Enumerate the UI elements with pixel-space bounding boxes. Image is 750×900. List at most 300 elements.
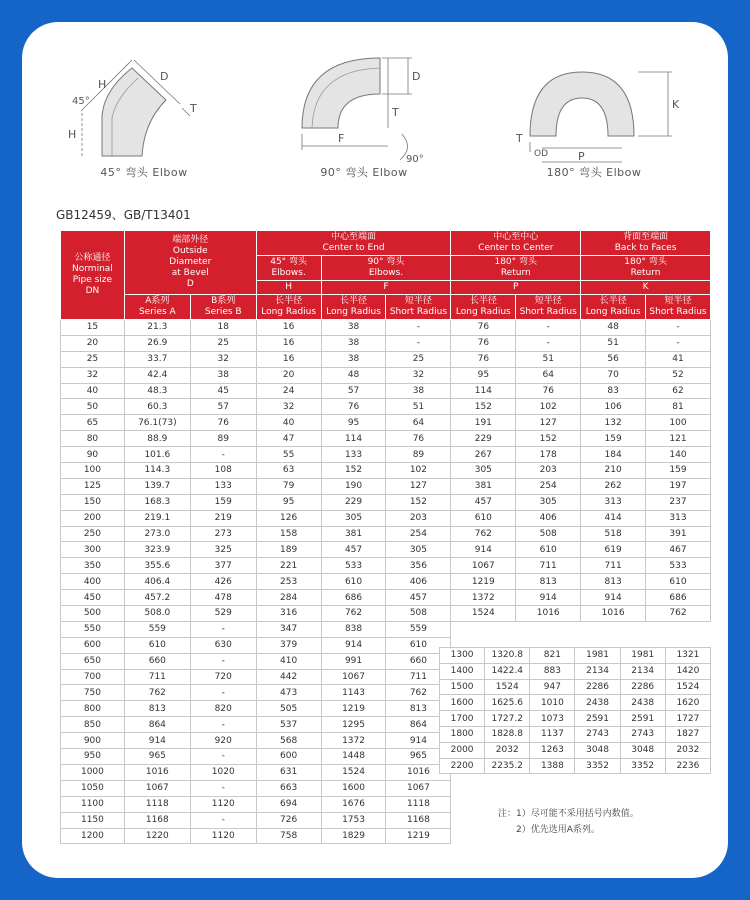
table-cell: 76: [190, 415, 256, 431]
table-cell: 2235.2: [485, 758, 530, 774]
table-cell: 219: [190, 510, 256, 526]
table-cell: 1981: [575, 648, 620, 664]
table-cell: 48: [581, 320, 646, 336]
empty-cell: [581, 621, 646, 637]
label-h: H: [68, 128, 77, 141]
table-cell: 32: [386, 367, 451, 383]
table-cell: 33.7: [124, 351, 190, 367]
table-cell: 2000: [440, 742, 485, 758]
table-cell: 253: [256, 574, 321, 590]
table-cell: 219.1: [124, 510, 190, 526]
label-t-180: T: [516, 132, 523, 145]
table-cell: 381: [321, 526, 386, 542]
table-cell: 323.9: [124, 542, 190, 558]
table-cell: 450: [61, 590, 125, 606]
elbow-45-caption: 45° 弯头 Elbow: [100, 166, 188, 179]
table-cell: 25: [190, 335, 256, 351]
table-cell: -: [190, 812, 256, 828]
table-row: [61, 447, 711, 463]
label-od: OD: [534, 149, 549, 159]
table-cell: 610: [646, 574, 711, 590]
table-cell: 1524: [451, 606, 516, 622]
table-cell: 1829: [321, 828, 386, 844]
header-p-long: 长半径 Long Radius: [451, 295, 516, 320]
table-cell: -: [190, 447, 256, 463]
table-cell: 114: [451, 383, 516, 399]
table-cell: 26.9: [124, 335, 190, 351]
table-cell: 32: [61, 367, 125, 383]
table-cell: 950: [61, 749, 125, 765]
table-cell: 126: [256, 510, 321, 526]
table-cell: 40: [256, 415, 321, 431]
table-cell: 3048: [620, 742, 665, 758]
table-cell: 3048: [575, 742, 620, 758]
table-cell: 262: [581, 478, 646, 494]
table-cell: 38: [321, 335, 386, 351]
table-cell: 414: [581, 510, 646, 526]
elbow-180-figure: [512, 38, 692, 213]
table-cell: 1448: [321, 749, 386, 765]
empty-cell: [646, 796, 711, 812]
table-cell: 229: [321, 494, 386, 510]
table-cell: 65: [61, 415, 125, 431]
header-k-long: 长半径 Long Radius: [581, 295, 646, 320]
table-cell: 350: [61, 558, 125, 574]
table-cell: 631: [256, 764, 321, 780]
table-cell: 883: [530, 663, 575, 679]
elbow-90-caption: 90° 弯头 Elbow: [320, 166, 408, 179]
table-cell: 1524: [321, 764, 386, 780]
table-cell: 168.3: [124, 494, 190, 510]
table-cell: 900: [61, 733, 125, 749]
table-cell: 457: [451, 494, 516, 510]
table-cell: 467: [646, 542, 711, 558]
table-cell: 51: [581, 335, 646, 351]
label-k: K: [672, 98, 680, 111]
table-cell: 1143: [321, 685, 386, 701]
table-cell: 64: [516, 367, 581, 383]
table-cell: 619: [581, 542, 646, 558]
table-cell: 1727: [665, 711, 710, 727]
header-series-a: A系列 Series A: [124, 295, 190, 320]
table-cell: 914: [386, 733, 451, 749]
table-cell: 1050: [61, 780, 125, 796]
table-cell: 473: [256, 685, 321, 701]
table-cell: 51: [516, 351, 581, 367]
table-cell: 2286: [620, 679, 665, 695]
table-cell: 210: [581, 463, 646, 479]
table-cell: 178: [516, 447, 581, 463]
table-cell: 1000: [61, 764, 125, 780]
table-cell: 850: [61, 717, 125, 733]
table-cell: 52: [646, 367, 711, 383]
table-cell: -: [190, 653, 256, 669]
table-cell: 1120: [190, 828, 256, 844]
table-cell: 356: [386, 558, 451, 574]
table-cell: 89: [386, 447, 451, 463]
table-cell: 76: [321, 399, 386, 415]
table-cell: 559: [386, 621, 451, 637]
table-row: [61, 780, 711, 796]
table-cell: 1420: [665, 663, 710, 679]
elbow-180-drawing: [512, 38, 692, 168]
table-cell: 203: [516, 463, 581, 479]
table-cell: 914: [321, 637, 386, 653]
table-row: [61, 510, 711, 526]
table-cell: 1067: [386, 780, 451, 796]
table-cell: 711: [516, 558, 581, 574]
table-cell: 127: [516, 415, 581, 431]
table-cell: 1118: [124, 796, 190, 812]
header-dn: 公称通径 Norminal Pipe size DN: [61, 231, 125, 320]
table-row: [440, 726, 711, 742]
table-cell: 38: [321, 351, 386, 367]
table-cell: 267: [451, 447, 516, 463]
empty-cell: [516, 621, 581, 637]
table-cell: 650: [61, 653, 125, 669]
table-cell: 158: [256, 526, 321, 542]
table-cell: 139.7: [124, 478, 190, 494]
table-cell: 442: [256, 669, 321, 685]
label-d-90: D: [412, 70, 421, 83]
table-cell: 1500: [440, 679, 485, 695]
table-cell: 1219: [321, 701, 386, 717]
empty-cell: [646, 621, 711, 637]
table-cell: 600: [256, 749, 321, 765]
table-cell: 2236: [665, 758, 710, 774]
table-cell: 18: [190, 320, 256, 336]
table-cell: -: [190, 685, 256, 701]
table-cell: 152: [321, 463, 386, 479]
table-cell: 284: [256, 590, 321, 606]
table-cell: 50: [61, 399, 125, 415]
table-cell: 505: [256, 701, 321, 717]
table-cell: 101.6: [124, 447, 190, 463]
table-cell: 2200: [440, 758, 485, 774]
table-cell: 1016: [516, 606, 581, 622]
table-row: [61, 606, 711, 622]
table-cell: 864: [124, 717, 190, 733]
header-k: K: [581, 281, 711, 295]
table-cell: 821: [530, 648, 575, 664]
table-cell: -: [386, 320, 451, 336]
table-cell: 25: [61, 351, 125, 367]
label-f: F: [338, 132, 345, 145]
table-cell: 406: [516, 510, 581, 526]
table-cell: 1372: [321, 733, 386, 749]
table-cell: -: [190, 717, 256, 733]
table-cell: 70: [581, 367, 646, 383]
table-cell: 533: [646, 558, 711, 574]
elbow-45-drawing: [62, 38, 222, 168]
table-cell: 410: [256, 653, 321, 669]
header-180-k: 180° 弯头 Return: [581, 256, 711, 281]
table-cell: 76: [451, 351, 516, 367]
table-cell: 133: [190, 478, 256, 494]
table-cell: 965: [124, 749, 190, 765]
table-cell: 1020: [190, 764, 256, 780]
empty-cell: [516, 780, 581, 796]
table-cell: 610: [451, 510, 516, 526]
table-cell: 1422.4: [485, 663, 530, 679]
table-cell: 76: [516, 383, 581, 399]
table-cell: 537: [256, 717, 321, 733]
table-cell: 1676: [321, 796, 386, 812]
table-row: [61, 526, 711, 542]
table-cell: 2438: [575, 695, 620, 711]
table-cell: 1067: [451, 558, 516, 574]
table-cell: 991: [321, 653, 386, 669]
table-cell: 114: [321, 431, 386, 447]
table-cell: 38: [321, 320, 386, 336]
table-cell: 533: [321, 558, 386, 574]
table-cell: 45: [190, 383, 256, 399]
table-cell: 189: [256, 542, 321, 558]
table-cell: 60.3: [124, 399, 190, 415]
table-row: [61, 351, 711, 367]
table-cell: 920: [190, 733, 256, 749]
table-row: [61, 383, 711, 399]
table-cell: 762: [386, 685, 451, 701]
table-cell: 630: [190, 637, 256, 653]
elbow-45-figure: [62, 38, 222, 213]
table-cell: 914: [581, 590, 646, 606]
table-row: [440, 679, 711, 695]
table-cell: 813: [516, 574, 581, 590]
table-cell: 108: [190, 463, 256, 479]
table-cell: 1388: [530, 758, 575, 774]
empty-cell: [581, 780, 646, 796]
table-cell: 686: [646, 590, 711, 606]
table-row: [61, 367, 711, 383]
table-cell: 127: [386, 478, 451, 494]
table-cell: 1016: [124, 764, 190, 780]
table-cell: 125: [61, 478, 125, 494]
table-cell: 76: [451, 335, 516, 351]
table-row: [61, 335, 711, 351]
table-cell: 1981: [620, 648, 665, 664]
table-cell: 1120: [190, 796, 256, 812]
table-cell: 76.1(73): [124, 415, 190, 431]
table-row: [61, 494, 711, 510]
table-cell: 478: [190, 590, 256, 606]
table-cell: 273: [190, 526, 256, 542]
empty-cell: [451, 621, 516, 637]
table-cell: 2743: [575, 726, 620, 742]
table-cell: 711: [581, 558, 646, 574]
table-cell: 203: [386, 510, 451, 526]
table-row: [440, 695, 711, 711]
label-90: 90°: [406, 154, 424, 165]
table-cell: 83: [581, 383, 646, 399]
table-cell: 16: [256, 320, 321, 336]
table-row: [61, 590, 711, 606]
table-cell: 24: [256, 383, 321, 399]
table-cell: 1295: [321, 717, 386, 733]
table-row: [440, 742, 711, 758]
table-cell: 79: [256, 478, 321, 494]
table-cell: 89: [190, 431, 256, 447]
table-cell: 347: [256, 621, 321, 637]
table-cell: 106: [581, 399, 646, 415]
table-cell: -: [190, 621, 256, 637]
table-cell: 57: [190, 399, 256, 415]
table-cell: 1118: [386, 796, 451, 812]
table-cell: 305: [516, 494, 581, 510]
header-45: 45° 弯头 Elbows.: [256, 256, 321, 281]
table-cell: 700: [61, 669, 125, 685]
table-cell: 300: [61, 542, 125, 558]
table-cell: 100: [61, 463, 125, 479]
table-cell: 325: [190, 542, 256, 558]
table-cell: 1600: [440, 695, 485, 711]
table-cell: 1524: [665, 679, 710, 695]
table-cell: 914: [451, 542, 516, 558]
table-cell: 965: [386, 749, 451, 765]
table-cell: 2134: [620, 663, 665, 679]
table-cell: 1016: [581, 606, 646, 622]
table-cell: 1320.8: [485, 648, 530, 664]
table-cell: 237: [646, 494, 711, 510]
table-row: [61, 320, 711, 336]
table-cell: 2134: [575, 663, 620, 679]
table-cell: 313: [581, 494, 646, 510]
table-cell: 102: [516, 399, 581, 415]
table-cell: -: [190, 780, 256, 796]
table-cell: 1372: [451, 590, 516, 606]
header-back-faces: 背面至端面 Back to Faces: [581, 231, 711, 256]
table-cell: 1263: [530, 742, 575, 758]
header-p-short: 短半径 Short Radius: [516, 295, 581, 320]
notes: [498, 806, 639, 838]
table-cell: 15: [61, 320, 125, 336]
table-cell: 457.2: [124, 590, 190, 606]
table-cell: 250: [61, 526, 125, 542]
header-f-long: 长半径 Long Radius: [321, 295, 386, 320]
table-cell: 2438: [620, 695, 665, 711]
table-cell: 529: [190, 606, 256, 622]
table-cell: 305: [386, 542, 451, 558]
table-cell: 305: [451, 463, 516, 479]
header-center-end: 中心至端面 Center to End: [256, 231, 451, 256]
table-cell: 254: [386, 526, 451, 542]
table-cell: 660: [386, 653, 451, 669]
table-cell: 76: [451, 320, 516, 336]
table-cell: 100: [646, 415, 711, 431]
header-180-p: 180° 弯头 Return: [451, 256, 581, 281]
table-cell: 1067: [124, 780, 190, 796]
table-row: [440, 711, 711, 727]
table-cell: 2591: [620, 711, 665, 727]
table-cell: 1827: [665, 726, 710, 742]
table-cell: 114.3: [124, 463, 190, 479]
table-cell: 32: [190, 351, 256, 367]
table-cell: 1321: [665, 648, 710, 664]
table-cell: 1600: [321, 780, 386, 796]
table-cell: 457: [386, 590, 451, 606]
table-cell: 3352: [575, 758, 620, 774]
table-row: [440, 648, 711, 664]
label-45: 45°: [72, 96, 90, 107]
table-cell: 221: [256, 558, 321, 574]
table-row: [61, 478, 711, 494]
table-cell: 610: [516, 542, 581, 558]
table-cell: 406: [386, 574, 451, 590]
table-row: [61, 399, 711, 415]
table-cell: 762: [124, 685, 190, 701]
note-2: 2）优先选用A系列。: [516, 825, 600, 835]
table-cell: 42.4: [124, 367, 190, 383]
table-cell: 2743: [620, 726, 665, 742]
table-cell: 914: [124, 733, 190, 749]
table-cell: 1219: [386, 828, 451, 844]
table-cell: 762: [646, 606, 711, 622]
table-cell: 508: [386, 606, 451, 622]
table-cell: 813: [386, 701, 451, 717]
table-cell: 2591: [575, 711, 620, 727]
table-cell: 1067: [321, 669, 386, 685]
table-cell: 305: [321, 510, 386, 526]
table-cell: 159: [581, 431, 646, 447]
table-cell: -: [516, 320, 581, 336]
table-cell: 1753: [321, 812, 386, 828]
table-cell: 568: [256, 733, 321, 749]
table-cell: 379: [256, 637, 321, 653]
table-row: [61, 463, 711, 479]
table-cell: 381: [451, 478, 516, 494]
elbow-180-caption: 180° 弯头 Elbow: [546, 166, 642, 179]
table-cell: 518: [581, 526, 646, 542]
table-cell: 95: [451, 367, 516, 383]
table-cell: 550: [61, 621, 125, 637]
table-cell: 56: [581, 351, 646, 367]
table-cell: 1010: [530, 695, 575, 711]
table-cell: 813: [124, 701, 190, 717]
standard-label: GB12459、GB/T13401: [56, 208, 191, 222]
table-cell: 726: [256, 812, 321, 828]
table-cell: 76: [386, 431, 451, 447]
table-cell: 16: [256, 351, 321, 367]
table-cell: 32: [256, 399, 321, 415]
table-cell: 711: [386, 669, 451, 685]
table-cell: 2032: [485, 742, 530, 758]
table-cell: 51: [386, 399, 451, 415]
header-center-center: 中心至中心 Center to Center: [451, 231, 581, 256]
table-cell: 64: [386, 415, 451, 431]
table-cell: 663: [256, 780, 321, 796]
table-cell: 40: [61, 383, 125, 399]
table-cell: 63: [256, 463, 321, 479]
label-h-top: H: [98, 78, 107, 91]
table-cell: 914: [516, 590, 581, 606]
empty-cell: [646, 828, 711, 844]
table-cell: 140: [646, 447, 711, 463]
table-cell: 1700: [440, 711, 485, 727]
table-cell: 800: [61, 701, 125, 717]
table-cell: 750: [61, 685, 125, 701]
table-row: [61, 431, 711, 447]
table-cell: 600: [61, 637, 125, 653]
table-cell: 20: [61, 335, 125, 351]
table-cell: 47: [256, 431, 321, 447]
table-cell: -: [516, 335, 581, 351]
table-cell: 377: [190, 558, 256, 574]
table-cell: 1524: [485, 679, 530, 695]
table-row: [440, 758, 711, 774]
table-cell: 762: [451, 526, 516, 542]
table-cell: 1400: [440, 663, 485, 679]
table-cell: 610: [321, 574, 386, 590]
